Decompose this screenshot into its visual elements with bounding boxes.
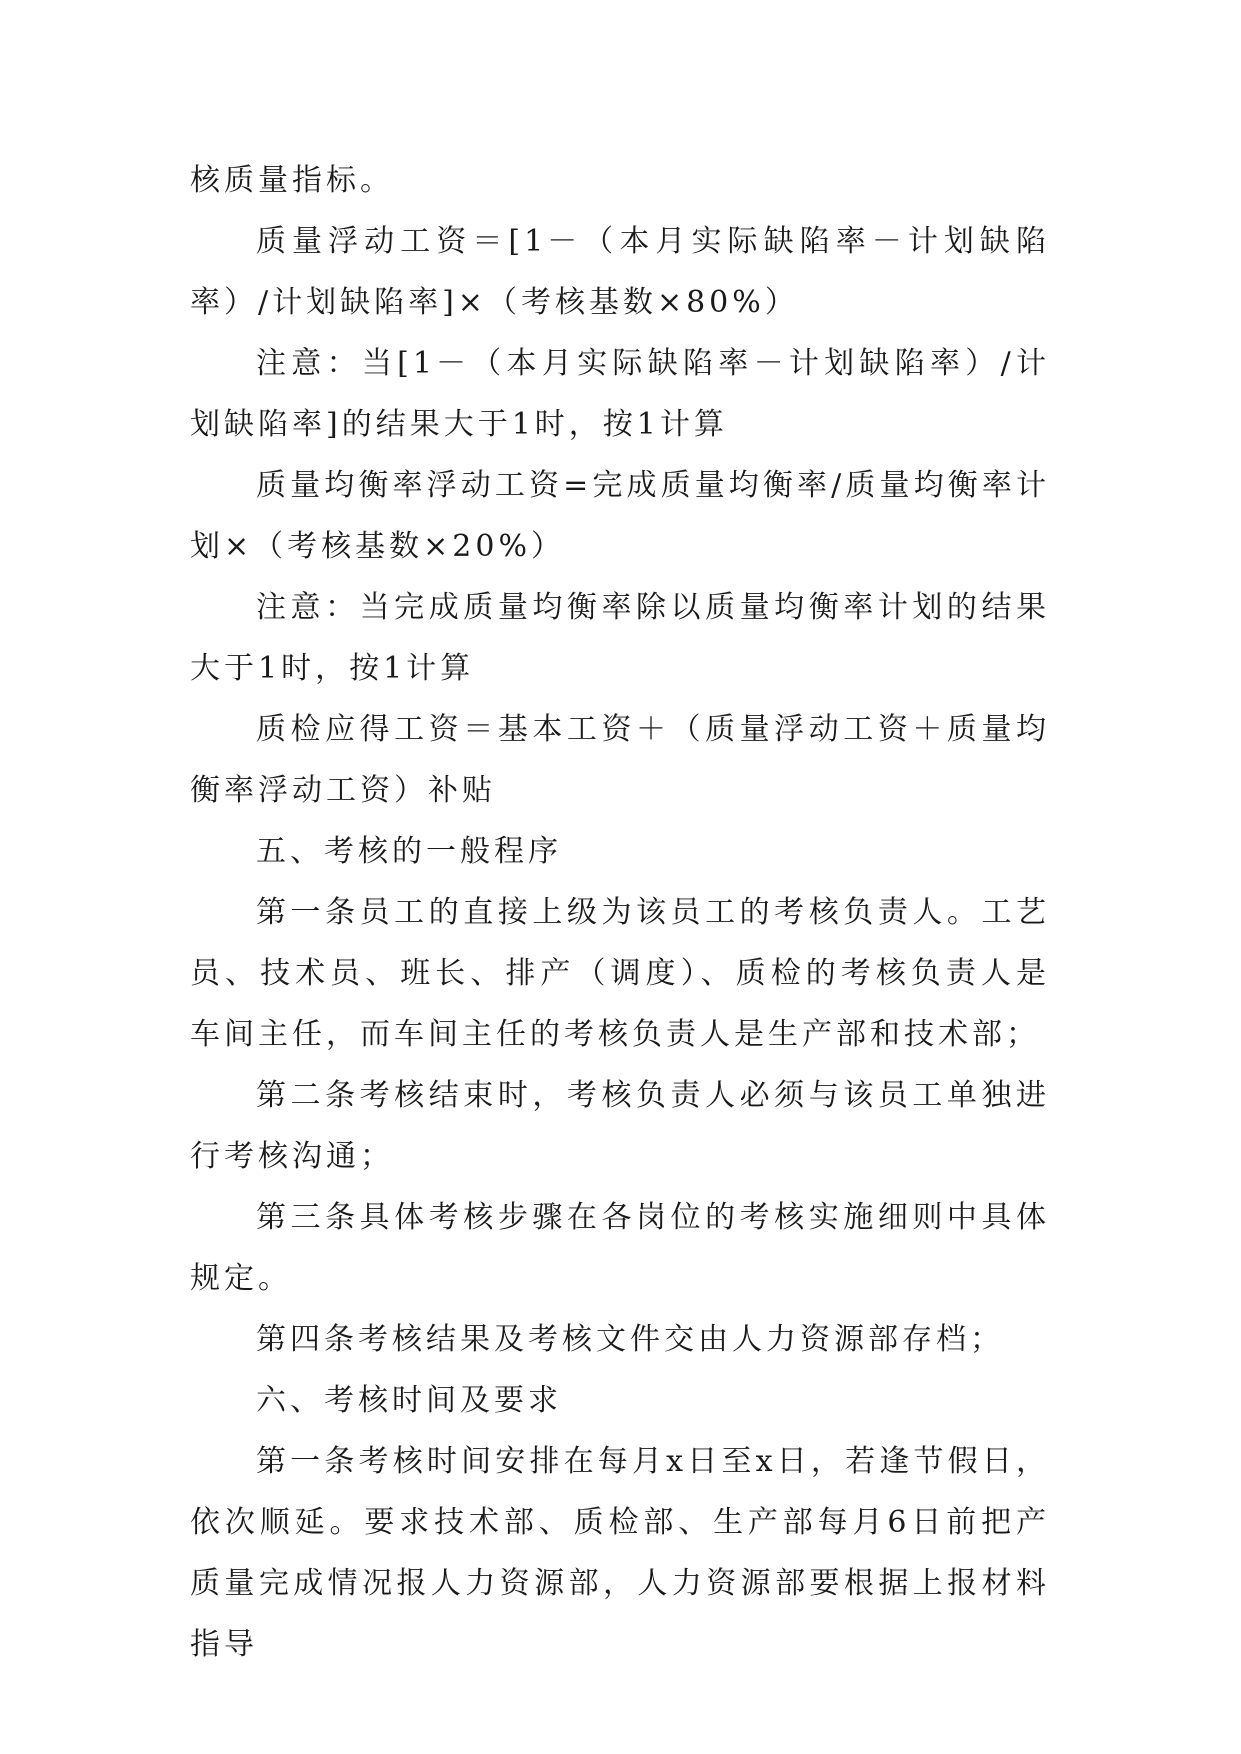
section-heading-general-procedure: 五、考核的一般程序 — [256, 834, 562, 869]
paragraph-note-quality-formula: 注意：当[1－（本月实际缺陷率－计划缺陷率）/计划缺陷率]的结果大于1时，按1计算 — [190, 346, 1050, 442]
paragraph-quality-floating-wage-formula: 质量浮动工资＝[1－（本月实际缺陷率－计划缺陷率）/计划缺陷率]×（考核基数×80%） — [190, 224, 1050, 320]
paragraph-continuation: 核质量指标。 — [190, 163, 394, 198]
paragraph-article-1-responsible: 第一条员工的直接上级为该员工的考核负责人。工艺员、技术员、班长、排产（调度）、质检的考核负责人是车间主任，而车间主任的考核负责人是生产部和技术部； — [190, 895, 1050, 1052]
paragraph-article-3-steps: 第三条具体考核步骤在各岗位的考核实施细则中具体规定。 — [190, 1200, 1050, 1296]
paragraph-note-balance-rate: 注意：当完成质量均衡率除以质量均衡率计划的结果大于1时，按1计算 — [190, 590, 1050, 686]
paragraph-article-1-schedule: 第一条考核时间安排在每月x日至x日，若逢节假日，依次顺延。要求技术部、质检部、生产部每月6日前把产质量完成情况报人力资源部，人力资源部要根据上报材料指导 — [190, 1444, 1050, 1662]
paragraph-article-2-communication: 第二条考核结束时，考核负责人必须与该员工单独进行考核沟通； — [190, 1078, 1050, 1174]
paragraph-balance-rate-wage-formula: 质量均衡率浮动工资=完成质量均衡率/质量均衡率计划×（考核基数×20%） — [190, 468, 1050, 564]
paragraph-article-4-archive: 第四条考核结果及考核文件交由人力资源部存档； — [256, 1322, 1004, 1357]
paragraph-inspection-wage-formula: 质检应得工资＝基本工资＋（质量浮动工资＋质量均衡率浮动工资）补贴 — [190, 712, 1050, 808]
document-body — [190, 150, 1050, 1675]
section-heading-time-and-requirements: 六、考核时间及要求 — [256, 1383, 562, 1418]
